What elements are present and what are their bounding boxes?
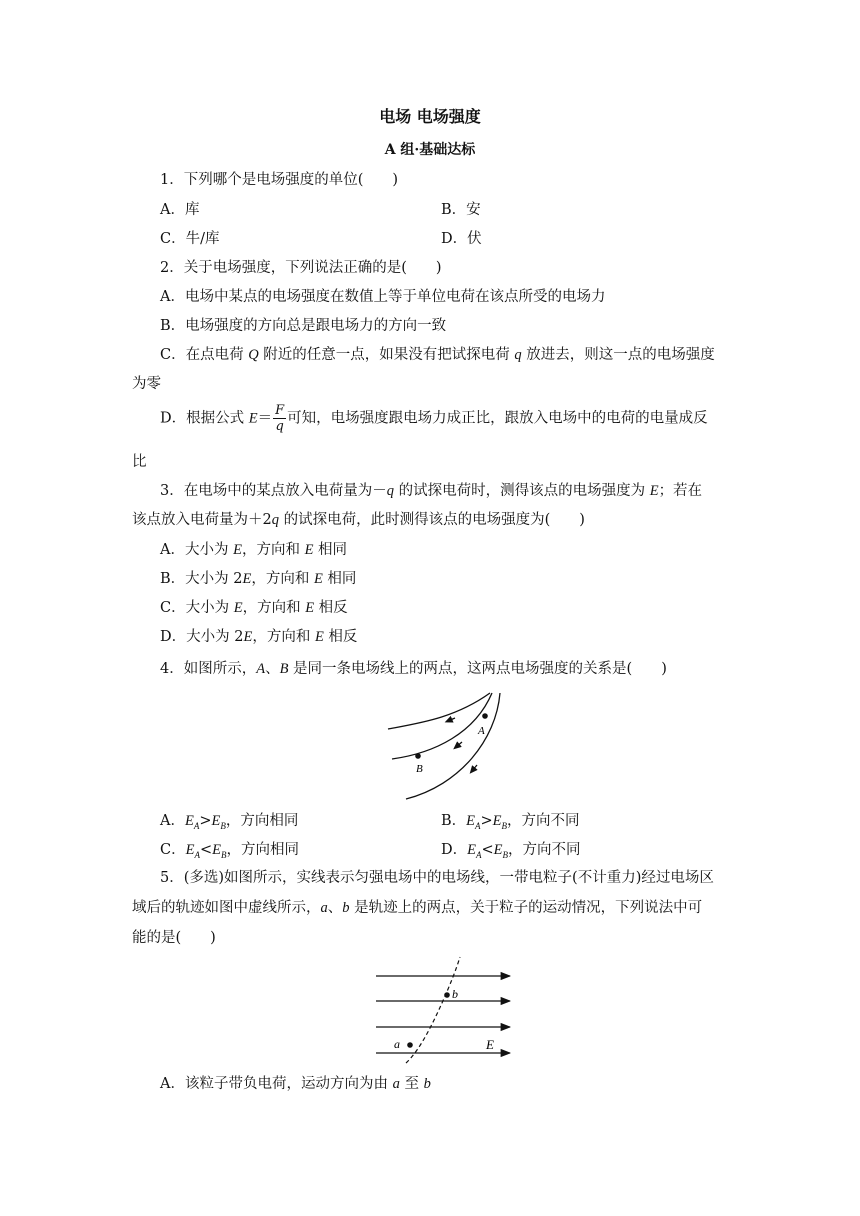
text-run: ，方向和 xyxy=(241,542,305,558)
text-run: 可知，电场强度跟电场力成正比，跟放入电场中的电荷的电量成反 xyxy=(287,410,708,427)
label-b: B xyxy=(416,763,423,775)
text-run: B． xyxy=(441,813,467,829)
text-run: 3．在电场中的某点放入电荷量为－ xyxy=(160,483,387,499)
text-run: > xyxy=(199,813,212,829)
text-run: 的试探电荷，此时测得该点的电场强度为( ) xyxy=(278,512,585,528)
text-run: 域后的轨迹如图中虚线所示， xyxy=(132,900,321,916)
page-title: 电场 电场强度 xyxy=(379,107,481,126)
text-run: ，方向和 xyxy=(252,629,315,645)
var-Q: Q xyxy=(248,347,259,363)
label-a: A xyxy=(478,725,485,737)
arrow-2 xyxy=(456,742,462,747)
var-E: E xyxy=(305,600,315,616)
var-E: E xyxy=(649,483,659,499)
var-E: E xyxy=(242,571,252,587)
q2-option-b: B．电场强度的方向总是跟电场力的方向一致 xyxy=(160,318,447,334)
q2-option-a: A．电场中某点的电场强度在数值上等于单位电荷在该点所受的电场力 xyxy=(160,289,606,305)
q2-option-c xyxy=(160,340,715,370)
var-E: E xyxy=(243,629,253,645)
text-run: > xyxy=(480,813,493,829)
text-run: C．在点电荷 xyxy=(160,347,249,363)
question-3-line-2 xyxy=(132,505,585,535)
question-5-line-1: 5．(多选)如图所示，实线表示匀强电场中的电场线，一带电粒子(不计重力)经过电场区 xyxy=(160,870,714,886)
field-line-3 xyxy=(406,693,500,799)
q3-option-d xyxy=(160,622,357,652)
text-run: 、 xyxy=(265,661,280,677)
text-run: 相反 xyxy=(323,629,358,645)
var-q: q xyxy=(271,512,279,528)
field-lines-figure xyxy=(380,685,510,805)
var-E: E xyxy=(248,410,258,427)
q2-option-c-cont: 为零 xyxy=(132,376,161,392)
q1-option-d: D．伏 xyxy=(441,231,482,247)
arrow-3 xyxy=(472,765,477,771)
text-run: < xyxy=(199,842,213,858)
q3-option-a xyxy=(160,535,347,565)
var-E: E xyxy=(313,571,323,587)
trajectory-dashed xyxy=(406,957,460,1063)
fraction-F-over-q xyxy=(273,403,286,434)
text-run: C．大小为 xyxy=(160,600,234,616)
var-E: E xyxy=(233,600,243,616)
text-run: A．该粒子带负电荷，运动方向为由 xyxy=(160,1076,393,1092)
text-run: A．大小为 xyxy=(160,542,234,558)
text-run: 是轨迹上的两点，关于粒子的运动情况，下列说法中可 xyxy=(349,900,703,916)
point-b-dot xyxy=(444,992,450,998)
fraction-numerator: F xyxy=(275,403,285,418)
point-a-dot xyxy=(482,713,488,719)
text-run: 的试探电荷时，测得该点的电场强度为 xyxy=(393,483,650,499)
var-A: A xyxy=(256,661,266,677)
var-E: E xyxy=(314,629,324,645)
text-run: A． xyxy=(160,813,185,829)
uniform-field-figure xyxy=(370,955,520,1065)
question-1-stem: 1．下列哪个是电场强度的单位( ) xyxy=(160,172,399,188)
label-a: a xyxy=(394,1037,400,1051)
q4-option-d: D．$E_A<E_B$，方向不同 xyxy=(441,842,581,860)
text-run: 是同一条电场线上的两点，这两点电场强度的关系是( ) xyxy=(288,661,667,677)
q2-option-d xyxy=(160,403,708,434)
question-4-stem xyxy=(160,654,667,684)
text-run: ，方向不同 xyxy=(507,813,580,829)
var-a: a xyxy=(320,900,328,916)
text-run: 、 xyxy=(327,900,343,916)
text-run: ，方向和 xyxy=(242,600,306,616)
label-b: b xyxy=(452,987,458,1001)
question-1 xyxy=(132,165,732,195)
arrow-1 xyxy=(448,718,455,721)
text-run: 该点放入电荷量为＋2 xyxy=(132,512,272,528)
text-run: B．大小为 2 xyxy=(160,571,243,587)
point-b-dot xyxy=(415,753,421,759)
var-E: E xyxy=(233,542,242,558)
text-run: ；若在 xyxy=(658,483,703,499)
q4-option-a: A．$E_A>E_B$，方向相同 xyxy=(160,813,299,831)
var-q: q xyxy=(514,347,522,363)
text-run: C． xyxy=(160,842,186,858)
q3-option-b xyxy=(160,564,356,594)
question-3-line-1 xyxy=(160,476,702,506)
q5-option-a xyxy=(160,1069,431,1099)
text-run: D． xyxy=(441,842,468,858)
text-run: ，方向相同 xyxy=(225,813,299,829)
q4-option-b: B．$E_A>E_B$，方向不同 xyxy=(441,813,580,831)
var-b: b xyxy=(423,1076,431,1092)
text-run: D．根据公式 xyxy=(160,410,249,427)
text-run: 相同 xyxy=(322,571,357,587)
field-line-1 xyxy=(388,693,490,729)
section-heading: A 组·基础达标 xyxy=(384,142,476,158)
text-run: ，方向相同 xyxy=(226,842,299,858)
point-a-dot xyxy=(407,1042,413,1048)
text-run: < xyxy=(481,842,494,858)
question-5-line-3: 能的是( ) xyxy=(132,930,216,946)
text-run: 4．如图所示， xyxy=(160,661,257,677)
q2-option-d-cont: 比 xyxy=(132,454,147,470)
text-run: 放进去，则这一点的电场强度 xyxy=(521,347,715,363)
q3-option-c xyxy=(160,593,348,623)
q1-option-c: C．牛/库 xyxy=(160,231,220,247)
text-run: D．大小为 2 xyxy=(160,629,244,645)
text-run: 相同 xyxy=(313,542,348,558)
question-5-line-2 xyxy=(132,893,702,923)
var-E: E xyxy=(304,542,314,558)
q1-option-a: A．库 xyxy=(160,202,200,218)
text-run: 相反 xyxy=(314,600,348,616)
text-run: 至 xyxy=(399,1076,424,1092)
text-run: 附近的任意一点，如果没有把试探电荷 xyxy=(258,347,515,363)
text-run: ，方向不同 xyxy=(508,842,581,858)
text-run: ＝ xyxy=(257,410,273,427)
var-a: a xyxy=(392,1076,400,1092)
q1-option-b: B．安 xyxy=(441,202,481,218)
label-E: E xyxy=(486,1037,494,1052)
var-B: B xyxy=(279,661,289,677)
var-q: q xyxy=(386,483,394,499)
q4-option-c: C．$E_A<E_B$，方向相同 xyxy=(160,842,299,860)
question-2-stem: 2．关于电场强度，下列说法正确的是( ) xyxy=(160,260,442,276)
text-run: ，方向和 xyxy=(251,571,314,587)
var-b: b xyxy=(342,900,350,916)
fraction-denominator: q xyxy=(275,419,284,434)
